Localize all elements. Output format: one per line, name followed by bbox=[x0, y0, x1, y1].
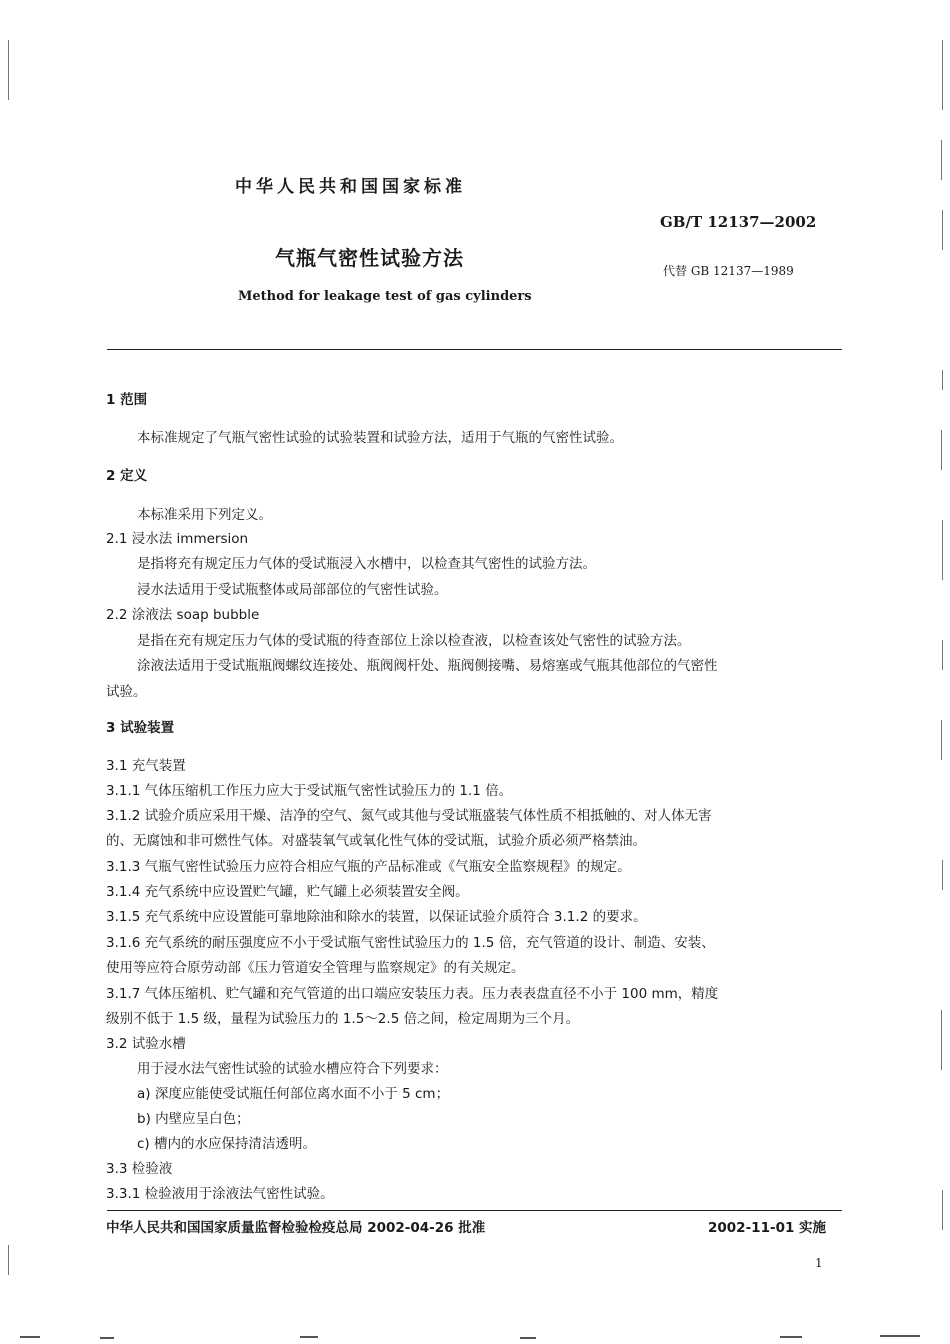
body-line: 试验。 bbox=[106, 684, 147, 700]
scan-edge-mark bbox=[941, 430, 942, 470]
scan-bottom-mark bbox=[520, 1337, 536, 1339]
body-line: 本标准规定了气瓶气密性试验的试验装置和试验方法，适用于气瓶的气密性试验。 bbox=[137, 430, 623, 446]
scan-edge-mark bbox=[941, 140, 942, 180]
scan-edge-mark bbox=[942, 520, 943, 580]
section-heading: 2 定义 bbox=[106, 468, 148, 484]
scan-bottom-mark bbox=[20, 1336, 40, 1338]
scan-edge-mark bbox=[942, 210, 943, 250]
scan-edge-mark bbox=[942, 860, 943, 890]
scan-edge-mark bbox=[942, 40, 943, 110]
section-heading: 1 范围 bbox=[106, 392, 148, 408]
clause-line: 3.1.2 试验介质应采用干燥、洁净的空气、氮气或其他与受试瓶盛装气体性质不相抵触的、对人体无害 bbox=[106, 808, 712, 824]
header-rule bbox=[107, 349, 842, 350]
scan-edge-mark bbox=[942, 1190, 943, 1230]
approval-line: 中华人民共和国国家质量监督检验检疫总局 2002-04-26 批准 bbox=[106, 1220, 486, 1236]
implementation-date: 2002-11-01 实施 bbox=[708, 1220, 827, 1236]
clause-heading: 3.2 试验水槽 bbox=[106, 1036, 186, 1052]
scan-edge-mark bbox=[941, 720, 942, 760]
scan-edge-mark bbox=[8, 1245, 9, 1275]
body-line: 用于浸水法气密性试验的试验水槽应符合下列要求： bbox=[137, 1061, 448, 1077]
clause-line: 3.1.5 充气系统中应设置能可靠地除油和除水的装置，以保证试验介质符合 3.1.2 的要求。 bbox=[106, 909, 647, 925]
clause-line: 3.1.7 气体压缩机、贮气罐和充气管道的出口端应安装压力表。压力表表盘直径不小于 100 mm，精度 bbox=[106, 986, 719, 1002]
body-line: 涂液法适用于受试瓶瓶阀螺纹连接处、瓶阀阀杆处、瓶阀侧接嘴、易熔塞或气瓶其他部位的气密性 bbox=[137, 658, 718, 674]
body-line: 是指在充有规定压力气体的受试瓶的待查部位上涂以检查液，以检查该处气密性的试验方法。 bbox=[137, 633, 691, 649]
clause-line: 3.1.4 充气系统中应设置贮气罐，贮气罐上必须装置安全阀。 bbox=[106, 884, 469, 900]
body-line: 使用等应符合原劳动部《压力管道安全管理与监察规定》的有关规定。 bbox=[106, 960, 525, 976]
clause-heading: 3.3 检验液 bbox=[106, 1161, 173, 1177]
clause-line: 3.1.1 气体压缩机工作压力应大于受试瓶气密性试验压力的 1.1 倍。 bbox=[106, 783, 513, 799]
scan-bottom-mark bbox=[880, 1335, 920, 1337]
standard-number: GB/T 12137—2002 bbox=[660, 213, 817, 231]
body-line: 浸水法适用于受试瓶整体或局部部位的气密性试验。 bbox=[137, 582, 448, 598]
clause-line: 3.1.3 气瓶气密性试验压力应符合相应气瓶的产品标准或《气瓶安全监察规程》的规定。 bbox=[106, 859, 631, 875]
list-item: b) 内壁应呈白色； bbox=[137, 1111, 250, 1127]
page-number: 1 bbox=[815, 1256, 823, 1270]
replaces-standard: 代替 GB 12137—1989 bbox=[663, 264, 794, 278]
footer-rule bbox=[107, 1210, 842, 1211]
document-title-en: Method for leakage test of gas cylinders bbox=[238, 289, 532, 304]
list-item: c) 槽内的水应保持清洁透明。 bbox=[137, 1136, 316, 1152]
clause-heading: 3.1 充气装置 bbox=[106, 758, 186, 774]
body-line: 级别不低于 1.5 级，量程为试验压力的 1.5～2.5 倍之间，检定周期为三个月。 bbox=[106, 1011, 580, 1027]
body-line: 的、无腐蚀和非可燃性气体。对盛装氧气或氧化性气体的受试瓶，试验介质必须严格禁油。 bbox=[106, 833, 646, 849]
list-item: a) 深度应能使受试瓶任何部位离水面不小于 5 cm； bbox=[137, 1086, 450, 1102]
body-line: 本标准采用下列定义。 bbox=[137, 507, 272, 523]
scan-bottom-mark bbox=[300, 1336, 318, 1338]
scan-bottom-mark bbox=[780, 1336, 802, 1338]
national-standard-heading: 中华人民共和国国家标准 bbox=[235, 177, 466, 197]
clause-heading: 2.2 涂液法 soap bubble bbox=[106, 607, 260, 623]
scan-edge-mark bbox=[942, 640, 943, 670]
document-title-cn: 气瓶气密性试验方法 bbox=[275, 246, 464, 270]
body-line: 是指将充有规定压力气体的受试瓶浸入水槽中，以检查其气密性的试验方法。 bbox=[137, 556, 596, 572]
scan-edge-mark bbox=[8, 40, 9, 100]
section-heading: 3 试验装置 bbox=[106, 720, 175, 736]
clause-line: 3.1.6 充气系统的耐压强度应不小于受试瓶气密性试验压力的 1.5 倍，充气管道的设计、制造、安装、 bbox=[106, 935, 715, 951]
clause-line: 3.3.1 检验液用于涂液法气密性试验。 bbox=[106, 1186, 334, 1202]
scan-edge-mark bbox=[942, 370, 943, 390]
scan-edge-mark bbox=[941, 1010, 942, 1070]
scan-bottom-mark bbox=[100, 1337, 114, 1339]
clause-heading: 2.1 浸水法 immersion bbox=[106, 531, 249, 547]
